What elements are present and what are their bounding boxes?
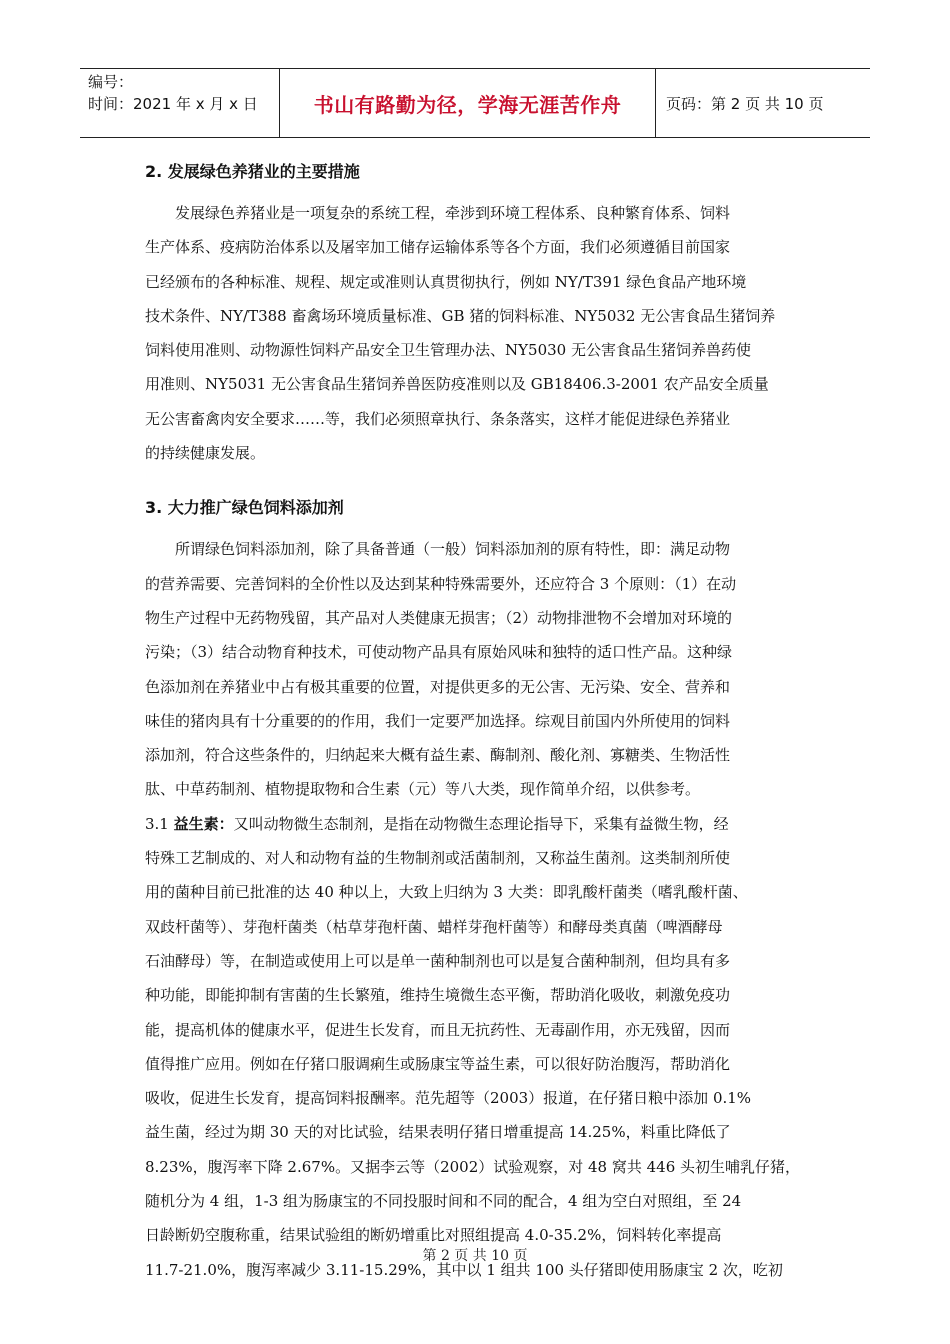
page-footer: 第 2 页 共 10 页 [422,1248,528,1264]
paragraph-line: 随机分为 4 组，1-3 组为肠康宝的不同投服时间和不同的配合，4 组为空白对照组，至 24 [145,1192,742,1211]
paragraph-line: 8.23%，腹泻率下降 2.67%。又据李云等（2002）试验观察，对 48 窝共 446 头初生哺乳仔猪， [145,1157,801,1176]
paragraph-line: 发展绿色养猪业是一项复杂的系统工程，牵涉到环境工程体系、良种繁育体系、饲料 [175,204,731,222]
paragraph-line: 的持续健康发展。 [145,444,266,463]
paragraph-line: 石油酵母）等，在制造或使用上可以是单一菌种制剂也可以是复合菌种制剂，但均具有多 [145,951,731,970]
paragraph-line: 生产体系、疫病防治体系以及屠宰加工储存运输体系等各个方面，我们必须遵循目前国家 [145,238,731,257]
header-meta [80,69,280,137]
paragraph-line: 日龄断奶空腹称重，结果试验组的断奶增重比对照组提高 4.0-35.2%，饲料转化率提高 [145,1226,722,1245]
document-number-label: 编号： [88,73,134,91]
paragraph-line: 味佳的猪肉具有十分重要的的作用，我们一定要严加选择。综观目前国内外所使用的饲料 [145,711,731,730]
subsection-first-line: 又叫动物微生态制剂，是指在动物微生态理论指导下，采集有益微生物，经 [233,814,729,833]
header-motto: 书山有路勤为径，学海无涯苦作舟 [280,69,656,137]
paragraph-line: 用准则、NY5031 无公害食品生猪饲养兽医防疫准则以及 GB18406.3-2001 农产品安全质量 [145,375,769,394]
paragraph-line: 添加剂，符合这些条件的，归纳起来大概有益生素、酶制剂、酸化剂、寡糖类、生物活性 [145,746,731,765]
paragraph-line: 种功能，即能抑制有害菌的生长繁殖，维持生境微生态平衡，帮助消化吸收，刺激免疫功 [145,986,731,1005]
subsection-label: 益生素： [173,814,234,833]
paragraph-line: 所谓绿色饲料添加剂，除了具备普通（一般）饲料添加剂的原有特性，即：满足动物 [175,540,731,559]
paragraph-line: 无公害畜禽肉安全要求……等，我们必须照章执行、条条落实，这样才能促进绿色养猪业 [145,409,731,428]
paragraph-line [145,807,810,841]
paragraph-line: 肽、中草药制剂、植物提取物和合生素（元）等八大类，现作简单介绍，以供参考。 [145,780,701,799]
paragraph-line: 值得推广应用。例如在仔猪口服调痢生或肠康宝等益生素，可以很好防治腹泻，帮助消化 [145,1054,731,1073]
paragraph-line: 11.7-21.0%，腹泻率减少 3.11-15.29%，其中以 1 组共 100 头仔猪即使用肠康宝 2 次，吃初 [145,1260,783,1279]
paragraph-line: 技术条件、NY/T388 畜禽场环境质量标准、GB 猪的饲料标准、NY5032 无公害食品生猪饲养 [145,306,776,325]
section-2-paragraph [145,196,810,470]
paragraph-line: 益生菌，经过为期 30 天的对比试验，结果表明仔猪日增重提高 14.25%，料重比降低了 [145,1123,731,1142]
paragraph-line: 特殊工艺制成的、对人和动物有益的生物制剂或活菌制剂，又称益生菌剂。这类制剂所使 [145,849,731,868]
section-3-heading: 3. 大力推广绿色饲料添加剂 [145,498,344,518]
paragraph-line: 吸收，促进生长发育，提高饲料报酬率。范先超等（2003）报道，在仔猪日粮中添加 0.1% [145,1089,752,1108]
paragraph-line: 饲料使用准则、动物源性饲料产品安全卫生管理办法、NY5030 无公害食品生猪饲养兽药使 [145,341,751,360]
paragraph-line: 双歧杆菌等）、芽孢杆菌类（枯草芽孢杆菌、蜡样芽孢杆菌等）和酵母类真菌（啤酒酵母 [145,917,723,936]
paragraph-line: 用的菌种目前已批准的达 40 种以上，大致上归纳为 3 大类：即乳酸杆菌类（嗜乳酸杆菌、 [145,883,748,902]
paragraph-line: 能，提高机体的健康水平，促进生长发育，而且无抗药性、无毒副作用，亦无残留，因而 [145,1020,731,1039]
paragraph-line: 已经颁布的各种标准、规程、规定或准则认真贯彻执行，例如 NY/T391 绿色食品产地环境 [145,272,747,291]
section-3-paragraph [145,532,810,806]
page-header [80,68,870,138]
paragraph-line: 污染；（3）结合动物育种技术，可使动物产品具有原始风味和独特的适口性产品。这种绿 [145,643,733,662]
document-date: 时间：2021 年 x 月 x 日 [88,95,258,113]
paragraph-line: 的营养需要、完善饲料的全价性以及达到某种特殊需要外，还应符合 3 个原则：（1）在动 [145,574,737,593]
paragraph-line: 色添加剂在养猪业中占有极其重要的位置，对提供更多的无公害、无污染、安全、营养和 [145,677,731,696]
section-2-heading: 2. 发展绿色养猪业的主要措施 [145,162,360,181]
paragraph-line: 物生产过程中无药物残留，其产品对人类健康无损害；（2）动物排泄物不会增加对环境的 [145,608,733,627]
header-page-info: 页码：第 2 页 共 10 页 [666,94,824,113]
document-body [145,158,810,1287]
section-3-1-paragraph [145,807,810,1287]
subsection-number: 3.1 [145,814,174,833]
